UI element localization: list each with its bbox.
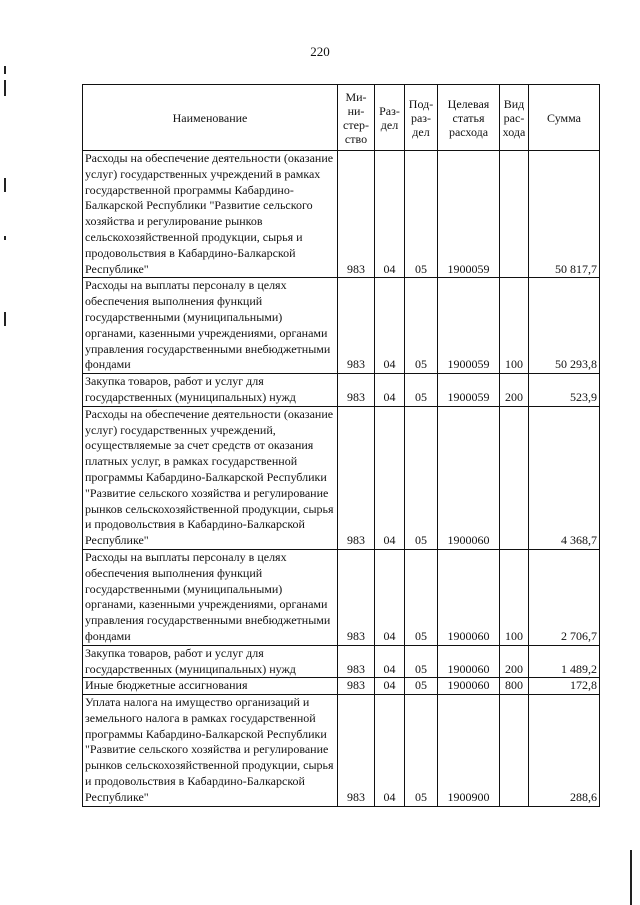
row-subsection: 05: [405, 151, 438, 278]
row-name: Иные бюджетные ассигнования: [83, 678, 338, 695]
row-amount: 50 293,8: [529, 278, 600, 374]
table-row: [83, 374, 600, 407]
row-type: 100: [500, 549, 529, 645]
row-amount: 172,8: [529, 678, 600, 695]
row-section: 04: [375, 151, 405, 278]
table-row: [83, 695, 600, 807]
row-target: 1900059: [438, 278, 500, 374]
row-section: 04: [375, 278, 405, 374]
row-section: 04: [375, 374, 405, 407]
table-row: [83, 549, 600, 645]
row-type: 100: [500, 278, 529, 374]
row-target: 1900900: [438, 695, 500, 807]
row-ministry: 983: [338, 678, 375, 695]
row-amount: 50 817,7: [529, 151, 600, 278]
row-ministry: 983: [338, 406, 375, 549]
budget-table: [82, 84, 600, 807]
row-section: 04: [375, 406, 405, 549]
row-subsection: 05: [405, 406, 438, 549]
row-amount: 2 706,7: [529, 549, 600, 645]
scan-edge-mark: [630, 850, 632, 905]
row-ministry: 983: [338, 549, 375, 645]
scan-margin-marks: [0, 0, 12, 905]
row-name: Расходы на выплаты персоналу в целях обеспечения выполнения функций государственными (муниципальными) органами, казенными учреждениями, органами управления государственными внебюджетными фондами: [83, 278, 338, 374]
header-subsection: Под- раз- дел: [405, 85, 438, 151]
header-section: Раз- дел: [375, 85, 405, 151]
row-ministry: 983: [338, 278, 375, 374]
row-name: Уплата налога на имущество организаций и земельного налога в рамках государственной программы Кабардино-Балкарской Республики "Развитие сельского хозяйства и регулирование рынков сельскохозяйственной продукции, сырья и продовольствия в Кабардино-Балкарской Республике": [83, 695, 338, 807]
header-name: Наименование: [83, 85, 338, 151]
row-subsection: 05: [405, 278, 438, 374]
row-target: 1900059: [438, 151, 500, 278]
row-amount: 523,9: [529, 374, 600, 407]
row-section: 04: [375, 695, 405, 807]
row-type: 200: [500, 374, 529, 407]
row-target: 1900059: [438, 374, 500, 407]
row-target: 1900060: [438, 645, 500, 678]
row-amount: 288,6: [529, 695, 600, 807]
row-type: 800: [500, 678, 529, 695]
row-type: [500, 406, 529, 549]
row-name: Закупка товаров, работ и услуг для государственных (муниципальных) нужд: [83, 374, 338, 407]
row-section: 04: [375, 549, 405, 645]
row-amount: 1 489,2: [529, 645, 600, 678]
row-name: Расходы на обеспечение деятельности (оказание услуг) государственных учреждений в рамках государственной программы Кабардино-Балкарской Республики "Развитие сельского хозяйства и регулирование рынков сельскохозяйственной продукции, сырья и продовольствия в Кабардино-Балкарской Республике": [83, 151, 338, 278]
row-target: 1900060: [438, 678, 500, 695]
page-number: 220: [310, 44, 330, 59]
row-section: 04: [375, 645, 405, 678]
header-expense-type: Вид рас- хода: [500, 85, 529, 151]
row-ministry: 983: [338, 645, 375, 678]
header-ministry: Ми- ни- стер- ство: [338, 85, 375, 151]
row-type: 200: [500, 645, 529, 678]
row-name: Расходы на выплаты персоналу в целях обеспечения выполнения функций государственными (муниципальными) органами, казенными учреждениями, органами управления государственными внебюджетными фондами: [83, 549, 338, 645]
row-target: 1900060: [438, 549, 500, 645]
header-amount: Сумма: [529, 85, 600, 151]
row-section: 04: [375, 678, 405, 695]
row-subsection: 05: [405, 374, 438, 407]
table-row: [83, 278, 600, 374]
row-target: 1900060: [438, 406, 500, 549]
table-row: [83, 678, 600, 695]
row-type: [500, 695, 529, 807]
table-header-row: [83, 85, 600, 151]
row-ministry: 983: [338, 695, 375, 807]
row-type: [500, 151, 529, 278]
row-amount: 4 368,7: [529, 406, 600, 549]
table-row: [83, 151, 600, 278]
table-row: [83, 406, 600, 549]
row-subsection: 05: [405, 549, 438, 645]
row-ministry: 983: [338, 374, 375, 407]
row-subsection: 05: [405, 645, 438, 678]
row-subsection: 05: [405, 695, 438, 807]
row-subsection: 05: [405, 678, 438, 695]
table-row: [83, 645, 600, 678]
row-name: Закупка товаров, работ и услуг для государственных (муниципальных) нужд: [83, 645, 338, 678]
row-ministry: 983: [338, 151, 375, 278]
header-target-article: Целевая статья расхода: [438, 85, 500, 151]
row-name: Расходы на обеспечение деятельности (оказание услуг) государственных учреждений, осуществляемые за счет средств от оказания платных услуг, в рамках государственной программы Кабардино-Балкарской Республики "Развитие сельского хозяйства и регулирование рынков сельскохозяйственной продукции, сырья и продовольствия в Кабардино-Балкарской Республике": [83, 406, 338, 549]
